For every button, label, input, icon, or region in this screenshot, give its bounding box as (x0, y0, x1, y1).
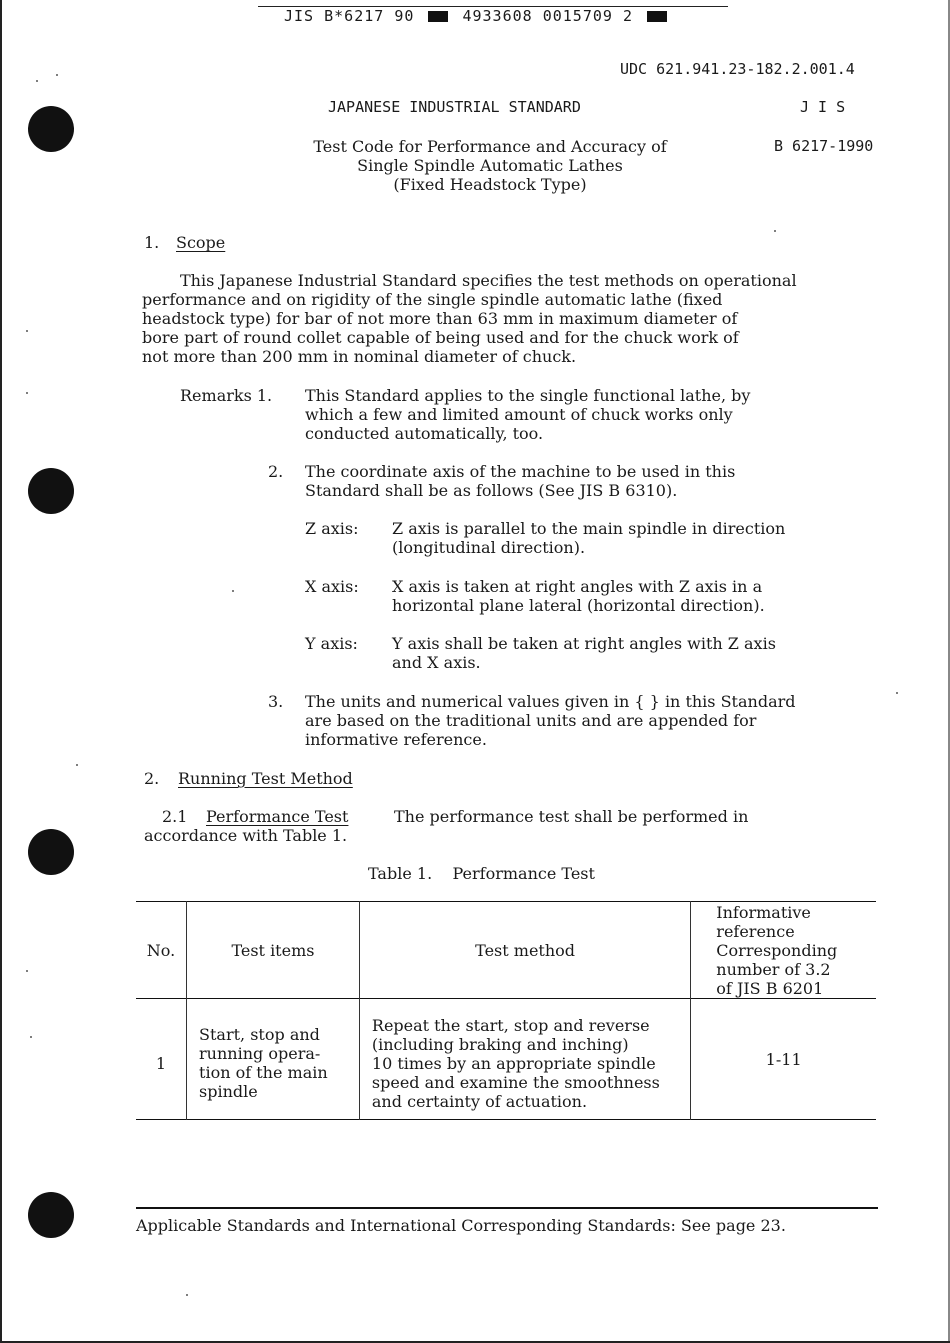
document-code-bar (258, 6, 728, 29)
binder-hole (28, 106, 74, 152)
scan-speck (36, 80, 38, 82)
header-informative-reference: Informative reference Corresponding number of 3.2 of JIS B 6201 (716, 902, 838, 998)
axis-label: Y axis: (305, 634, 358, 653)
scan-speck (896, 692, 898, 694)
cell-test-method: Repeat the start, stop and reverse (including braking and inching) 10 times by an appropriate spindle speed and examine the smoothness and certainty of actuation. (359, 999, 690, 1120)
doc-title-line: (Fixed Headstock Type) (393, 175, 587, 194)
scan-speck (56, 74, 58, 76)
remark-line: conducted automatically, too. (305, 424, 544, 443)
scan-speck (76, 764, 78, 766)
header-no: No. (136, 902, 187, 999)
header-test-items: Test items (187, 902, 360, 999)
scope-paragraph-line: not more than 200 mm in nominal diameter of chuck. (142, 347, 577, 366)
scan-speck (26, 330, 28, 332)
scope-paragraph-line: bore part of round collet capable of being used and for the chuck work of (142, 328, 739, 347)
subsection-heading: Performance Test (206, 807, 349, 826)
remark-line: informative reference. (305, 730, 487, 749)
udc-number: UDC 621.941.23-182.2.001.4 (620, 60, 855, 78)
section-heading-scope: Scope (176, 233, 226, 252)
footer-rule (136, 1207, 878, 1209)
cell-test-items: Start, stop and running opera- tion of the main spindle (187, 999, 360, 1120)
subsection-number: 2.1 (162, 807, 188, 826)
axis-label: X axis: (305, 577, 359, 596)
remark-line: The coordinate axis of the machine to be used in this (305, 462, 736, 481)
remark-line: The units and numerical values given in { } in this Standard (305, 692, 796, 711)
table-row (136, 999, 876, 1120)
section-heading-running-test: Running Test Method (178, 769, 353, 788)
axis-description: and X axis. (392, 653, 481, 672)
remark-line: This Standard applies to the single functional lathe, by (305, 386, 751, 405)
page-edge-left (0, 0, 2, 1343)
code-block-mark (428, 11, 448, 22)
scan-speck (232, 590, 234, 592)
scan-speck (186, 1294, 188, 1296)
table-header-row (136, 902, 876, 999)
code-block-mark (647, 11, 667, 22)
footer-note: Applicable Standards and International Corresponding Standards: See page 23. (136, 1216, 786, 1235)
remark-line: are based on the traditional units and are appended for (305, 711, 757, 730)
doc-number: B 6217-1990 (774, 137, 874, 155)
remark-number: 2. (268, 462, 284, 481)
section-number: 2. (144, 769, 160, 788)
axis-description: horizontal plane lateral (horizontal direction). (392, 596, 765, 615)
doc-title-line: Test Code for Performance and Accuracy of (313, 137, 667, 156)
scope-paragraph-line: performance and on rigidity of the single spindle automatic lathe (fixed (142, 290, 723, 309)
doc-title-line: Single Spindle Automatic Lathes (357, 156, 623, 175)
cell-no: 1 (136, 999, 187, 1120)
jis-mark: J I S (800, 98, 846, 116)
remark-number: 3. (268, 692, 284, 711)
table-caption: Table 1. Performance Test (368, 864, 595, 883)
remarks-label: Remarks 1. (180, 386, 273, 405)
binder-hole (28, 1192, 74, 1238)
axis-label: Z axis: (305, 519, 359, 538)
axis-description: X axis is taken at right angles with Z axis in a (392, 577, 763, 596)
axis-description: Y axis shall be taken at right angles with Z axis (392, 634, 776, 653)
performance-test-table (136, 901, 876, 1120)
standard-title: JAPANESE INDUSTRIAL STANDARD (328, 98, 581, 116)
axis-description: (longitudinal direction). (392, 538, 586, 557)
cell-reference: 1-11 (765, 1049, 802, 1069)
scan-speck (30, 1036, 32, 1038)
remark-line: which a few and limited amount of chuck works only (305, 405, 733, 424)
scan-speck (26, 392, 28, 394)
remark-line: Standard shall be as follows (See JIS B 6310). (305, 481, 678, 500)
subsection-text: The performance test shall be performed in (394, 807, 749, 826)
subsection-text: accordance with Table 1. (144, 826, 348, 845)
scan-speck (774, 230, 776, 232)
scan-speck (26, 970, 28, 972)
binder-hole (28, 829, 74, 875)
section-number: 1. (144, 233, 160, 252)
header-test-method: Test method (359, 902, 690, 999)
document-code: JIS B*6217 90 (284, 7, 415, 25)
barcode-number: 4933608 0015709 2 (462, 7, 633, 25)
scope-paragraph-line: headstock type) for bar of not more than 63 mm in maximum diameter of (142, 309, 738, 328)
axis-description: Z axis is parallel to the main spindle in direction (392, 519, 786, 538)
binder-hole (28, 468, 74, 514)
scope-paragraph-line: This Japanese Industrial Standard specifies the test methods on operational (180, 271, 797, 290)
